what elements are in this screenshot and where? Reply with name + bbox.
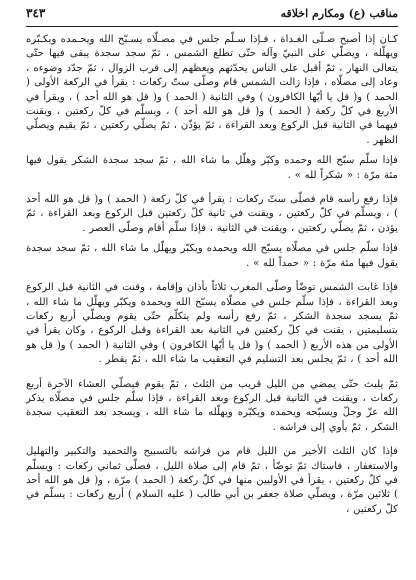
paragraph-isha: ثمّ يلبث حتّى يمضي من الليل قريب من الثلث ، ثمّ يقوم فيصلّي العشاء الآخرة أربع ركعات ، ويقنت في الثانية قبل الركوع وبعد القراءة ، فإذا سلّم جلس في مصلّاه يذكر الله عزّ وجلّ ويسبّحه ويحمده ويكبّره ويهلّله ما شاء الله ، ويسجد بعد التعقيب سجدة الشكر ، ثمّ يأوي إلى فراشه . — [26, 378, 398, 433]
body-text — [26, 33, 398, 517]
paragraph-maghrib: فإذا غابت الشمس توضّأ وصلّى المغرب ثلاثاً بأذان وإقامة ، وقنت في الثانية قبل الركوع وبعد القراءة ، فإذا سلّم جلس في مصلّاه يسبّح الله ويحمده ويكبّر ويهلّل ما شاء الله ، ثمّ يسجد سجدة الشكر ، ثمّ رفع رأسه ولم يتكلّم حتّى يقوم ويصلّي أربع ركعات بتسليمتين ، يقنت في كلّ ركعتين في الثانية بعد القراءة وقبل الركوع ، وكان يقرأ في الأولى من هذه الأربع ( الحمد ) و( قل يا أيّها الكافرون ) وفي الثانية ( الحمد ) و( قل هو الله أحد ) ، ثمّ يجلس بعد التسليم في التعقيب ما شاء الله ، ثمّ يفطر . — [26, 282, 398, 366]
paragraph-shukr-after-zuhr: فإذا سلّم سبّح الله وحمده وكبّر وهلّل ما شاء الله ، ثمّ سجد سجدة الشكر يقول فيها مئة مرّة : « شكراً لله » . — [26, 155, 398, 181]
page-number: ٣٤٣ — [26, 6, 46, 20]
paragraph-morning-prayers: كـان إذا أصبح صـلّى الغـداة ، فـإذا سـلّم جلس في مصـلّاه يسـبّح الله ويحـمده ويكـبّره ويهلّله ، ويصلّي على النبيّ وآله حتّى تطلع الشمس ، ثمّ سجد سجدة يبقى فيها حتّى يتعالى النهار ، ثمّ أقبل على الناس يحدّثهم ويعظهم إلى قرب الزوال ، ثمّ جدّد وضوءه ، وعاد إلى مصلّاه ، فإذا زالت الشمس قام وصلّى ستّ ركعات : يقرأ في الركعة الأولى ( الحمد ) و( قل يا أيّها الكافرون ) وفي الثانية ( الحمد ) و( قل هو الله أحد ) ، ويقرأ في الأربع في كلّ ركعة ( الحمد ) و( قل هو الله أحد ) ، ويسلّم في كلّ ركعتين ، ويقنت فيهما في الثانية قبل الركوع وبعد القراءة ، ثمّ يؤذّن ، ثمّ يصلّي ركعتين ، ثمّ يقيم ويصلّي الظهر . — [26, 34, 398, 146]
paragraph-night-prayer: فإذا كان الثلث الأخير من الليل قام من فراشه بالتسبيح والتحميد والتكبير والتهليل والاستغفار ، فاستاك ثمّ توضّأ ، ثمّ قام إلى صلاة الليل ، فصلّى ثماني ركعات : ويسلّم في كلّ ركعتين ، يقرأ في الأوليين منها في كلّ ركعة ( الحمد ) مرّة ، و( قل هو الله أحد ) ثلاثين مرّة ، ويصلّي صلاة جعفر بن أبي طالب ( عليه السلام ) أربع ركعات : يسلّم في كلّ ركعتين ، — [26, 446, 398, 515]
paragraph-after-asr: فإذا سلّم جلس في مصلّاه يسبّح الله ويحمده ويكبّر ويهلّل ما شاء الله ، ثمّ سجد سجدة يقول فيها مئة مرّة : « حمداً لله » . — [26, 243, 398, 269]
running-header — [26, 6, 398, 26]
running-title: مناقب (ع) ومكارم اخلاقه — [280, 7, 398, 20]
header-rule — [26, 26, 398, 27]
paragraph-six-rakats: فإذا رفع رأسه قام فصلّى ستّ ركعات : يقرأ في كلّ ركعة ( الحمد ) و( قل هو الله أحد ) ، ويسلّم في كلّ ركعتين ، ويقنت في ثانية كلّ ركعتين قبل الركوع وبعد القراءة ، ثمّ يؤذن ، ثمّ يصلّي ركعتين ، ويقنت في الثانية ، فإذا سلّم أقام وصلّى العصر . — [26, 194, 398, 234]
